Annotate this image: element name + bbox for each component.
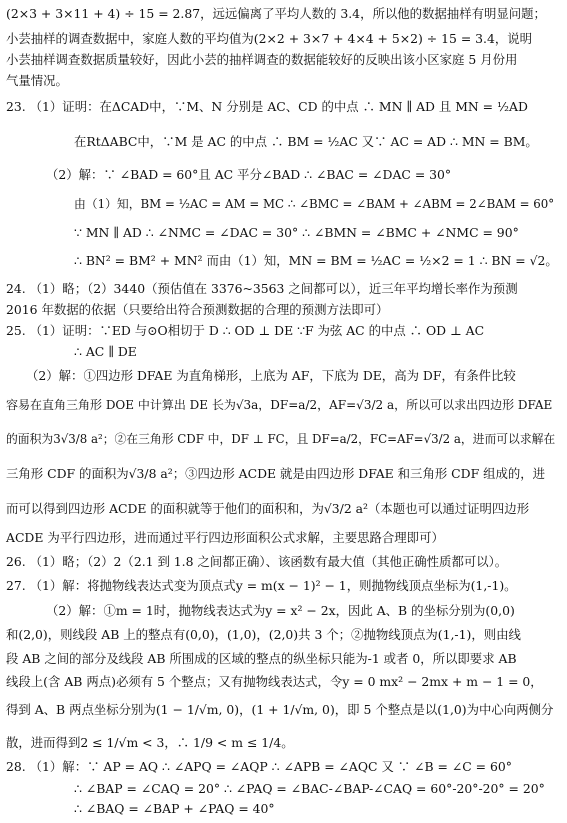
problem-23-line: 23. （1）证明：在ΔCAD中，∵M、N 分别是 AC、CD 的中点 ∴ MN ∥ AD 且 MN = ½AD [6, 99, 528, 114]
problem-25-line: 三角形 CDF 的面积为√3/8 a²；③四边形 ACDE 就是由四边形 DFAE 和三角形 CDF 组成的，进 [6, 466, 546, 481]
problem-25-line: ACDE 为平行四边形，进而通过平行四边形面积公式求解，主要思路合理即可） [6, 530, 444, 545]
problem-23-line: ∴ BN² = BM² + MN² 而由（1）知，MN = BM = ½AC = ½×2 = 1 ∴ BN = √2。 [74, 253, 558, 268]
problem-23-line: （2）解：∵ ∠BAD = 60°且 AC 平分∠BAD ∴ ∠BAC = ∠DAC = 30° [46, 167, 452, 182]
text-line: (2×3 + 3×11 + 4) ÷ 15 = 2.87，远远偏离了平均人数的 3.4，所以他的数据抽样有明显问题； [6, 6, 546, 21]
problem-25-line: 而可以得到四边形 ACDE 的面积就等于他们的面积和，为√3/2 a²（本题也可以通过证明四边形 [6, 501, 530, 516]
text-line: 小芸抽样的调查数据中，家庭人数的平均值为(2×2 + 3×7 + 4×4 + 5×2) ÷ 15 = 3.4，说明 [6, 31, 533, 46]
problem-27-line: 段 AB 之间的部分及线段 AB 所围成的区域的整点的纵坐标只能为-1 或者 0，所以即要求 AB [6, 651, 517, 666]
problem-25-line: ∴ AC ∥ DE [74, 344, 137, 359]
problem-28-line: ∴ ∠BAQ = ∠BAP + ∠PAQ = 40° [74, 801, 275, 816]
problem-26-line: 26. （1）略；（2）2（2.1 到 1.8 之间都正确）、该函数有最大值（其他正确性质都可以）。 [6, 554, 508, 569]
problem-28-line: ∴ ∠BAP = ∠CAQ = 20° ∴ ∠PAQ = ∠BAC-∠BAP-∠CAQ = 60°-20°-20° = 20° [74, 781, 545, 796]
problem-24-line: 24. （1）略；（2）3440（预估值在 3376~3563 之间都可以），近三年平均增长率作为预测 [6, 281, 518, 296]
problem-27-line: （2）解：①m = 1时，抛物线表达式为y = x² − 2x，因此 A、B 的坐标分别为(0,0) [46, 603, 515, 618]
text-line: 气量情况。 [6, 73, 68, 88]
problem-23-line: 在RtΔABC中，∵M 是 AC 的中点 ∴ BM = ½AC 又∵ AC = AD ∴ MN = BM。 [74, 134, 538, 149]
problem-25-line: 的面积为3√3/8 a²；②在三角形 CDF 中，DF ⊥ FC，且 DF=a/2，FC=AF=√3/2 a，进而可以求解在 [6, 432, 556, 446]
problem-23-line: ∵ MN ∥ AD ∴ ∠NMC = ∠DAC = 30° ∴ ∠BMN = ∠BMC + ∠NMC = 90° [74, 225, 519, 240]
problem-25-line: （2）解：①四边形 DFAE 为直角梯形，上底为 AF，下底为 DE，高为 DF，有条件比较 [26, 368, 516, 383]
problem-27-line: 27. （1）解：将抛物线表达式变为顶点式y = m(x − 1)² − 1，则抛物线顶点坐标为(1,-1)。 [6, 578, 517, 593]
problem-27-line: 线段上(含 AB 两点)必须有 5 个整点；又有抛物线表达式，令y = 0 mx² − 2mx + m − 1 = 0， [6, 674, 543, 689]
text-line: 小芸抽样调查数据质量较好，因此小芸的抽样调查的数据能较好的反映出该小区家庭 5 月份用 [6, 52, 518, 67]
problem-25-line: 容易在直角三角形 DOE 中计算出 DE 长为√3a，DF=a/2，AF=√3/2 a，所以可以求出四边形 DFAE [6, 398, 553, 412]
problem-27-line: 得到 A、B 两点坐标分别为(1 − 1/√m, 0)，(1 + 1/√m, 0)，即 5 个整点是以(1,0)为中心向两侧分 [6, 702, 554, 717]
problem-24-line: 2016 年数据的依据（只要给出符合预测数据的合理的预测方法即可） [6, 302, 389, 317]
problem-25-line: 25. （1）证明：∵ED 与⊙O相切于 D ∴ OD ⊥ DE ∵F 为弦 AC 的中点 ∴ OD ⊥ AC [6, 323, 485, 338]
problem-28-line: 28. （1）解：∵ AP = AQ ∴ ∠APQ = ∠AQP ∴ ∠APB = ∠AQC 又 ∵ ∠B = ∠C = 60° [6, 759, 512, 774]
problem-27-line: 散，进而得到2 ≤ 1/√m < 3，∴ 1/9 < m ≤ 1/4。 [6, 735, 294, 750]
problem-27-line: 和(2,0)，则线段 AB 上的整点有(0,0)，(1,0)，(2,0)共 3 个；②抛物线顶点为(1,-1)，则由线 [6, 627, 521, 642]
problem-23-line: 由（1）知，BM = ½AC = AM = MC ∴ ∠BMC = ∠BAM + ∠ABM = 2∠BAM = 60° [74, 197, 555, 211]
